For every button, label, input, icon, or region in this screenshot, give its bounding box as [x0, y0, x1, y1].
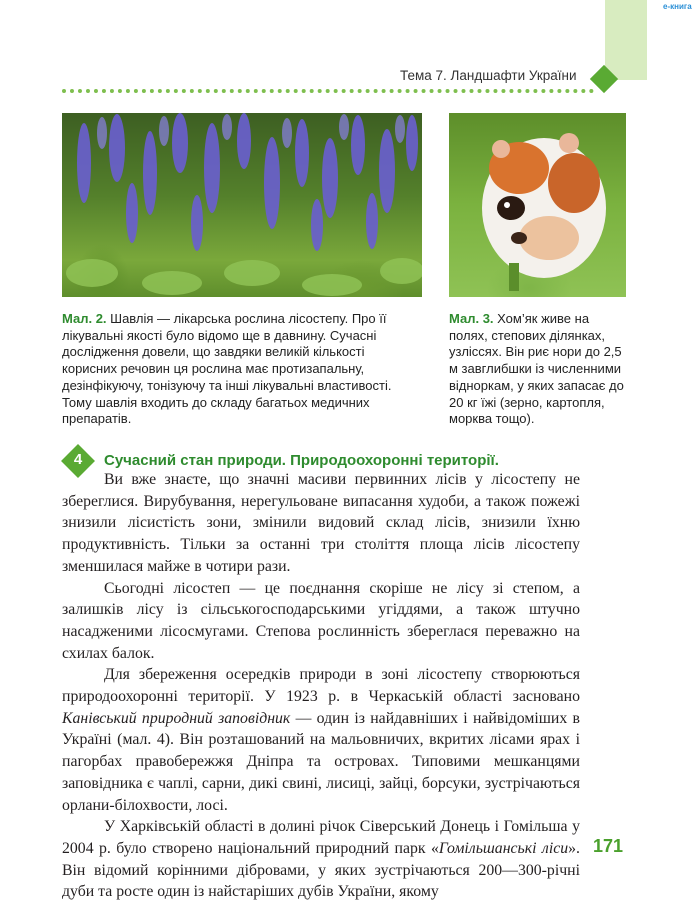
paragraph-3-start: Для збереження осередків природи в зоні лісостепу створюються природоохоронні території. У 1923 р. в Черкаській області засновано: [62, 666, 580, 706]
figure-3-label: Мал. 3.: [449, 311, 494, 326]
paragraph-4: [62, 816, 580, 903]
section-title: Сучасний стан природи. Природоохоронні території.: [104, 452, 499, 469]
paragraph-2: Сьогодні лісостеп — це поєднання скоріше не лісу зі степом, а залишків лісу із сільськогосподарськими угіддями, а також штучно насадженими лісосмугами. Степова рослинність збереглася переважно на схилах балок.: [62, 579, 580, 662]
paragraph-4-start: У Харківській області в долині річок Сіверський Донець і Гомільша у 2004 р. було створено національний природний парк «: [62, 818, 580, 857]
figure-2-text: Шавлія — лікарська рослина лісостепу. Про її лікувальні якості було відомо ще в давнину. Сучасні дослідження довели, що завдяки великій кількості корисних речовин ця рослина має протизапальну, дезінфікуючу, тонізуючу та інші лікувальні властивості. Тому шавлія входить до складу багатьох медичних препаратів.: [62, 311, 392, 427]
ebook-mark: e-книга: [663, 2, 692, 11]
figure-2-label: Мал. 2.: [62, 311, 107, 326]
figure-3-text: Хом’як живе на полях, степових ділянках, узліссях. Він риє нори до 2,5 м завглибшки із численними відноркам, у яких запасає до 20 кг їжі (зерно, картопля, морква тощо).: [449, 311, 624, 427]
page-number: 171: [593, 836, 624, 856]
section-number: 4: [73, 451, 83, 468]
page-corner-tab: [605, 0, 647, 80]
figure-2-caption: [62, 311, 407, 428]
homilsha-park-name: Гомільшанські ліси: [438, 839, 569, 857]
chapter-header: Тема 7. Ландшафти України: [400, 68, 577, 83]
paragraph-1: Ви вже знаєте, що значні масиви первинних лісів у лісостепу не збереглися. Вирубування, нерегульоване випасання худоби, а також пожежі знизили лісистість зони, змінили видовий склад лісів, знизили їхню продуктивність. Тільки за останні три століття площа лісів лісостепу зменшилася майже в чотири рази.: [62, 471, 580, 575]
figure-3-caption: [449, 311, 629, 428]
kaniv-reserve-name: Канівський природний заповідник: [62, 709, 291, 727]
section-body: [62, 469, 580, 903]
paragraph-4-end: ». Він відомий корінними дібровами, у яких зустрічаються 200—300-річні дуби та росте один із найстаріших дубів України, якому: [62, 839, 580, 901]
hamster-photo: [449, 113, 626, 297]
header-divider: [62, 89, 594, 93]
paragraph-3-end: — один із найдавніших і найвідоміших в Україні (мал. 4). Він розташований на мальовничих, вкритих лісами ярах і пагорбах правобережжя Дніпра та островах. Типовими мешканцями заповідника є чаплі, сарни, дикі свині, лисиці, зайці, борсуки, зустрічаються орлани-білохвости, лосі.: [62, 709, 580, 814]
paragraph-3: [62, 664, 580, 816]
sage-flowers-photo: [62, 113, 422, 297]
